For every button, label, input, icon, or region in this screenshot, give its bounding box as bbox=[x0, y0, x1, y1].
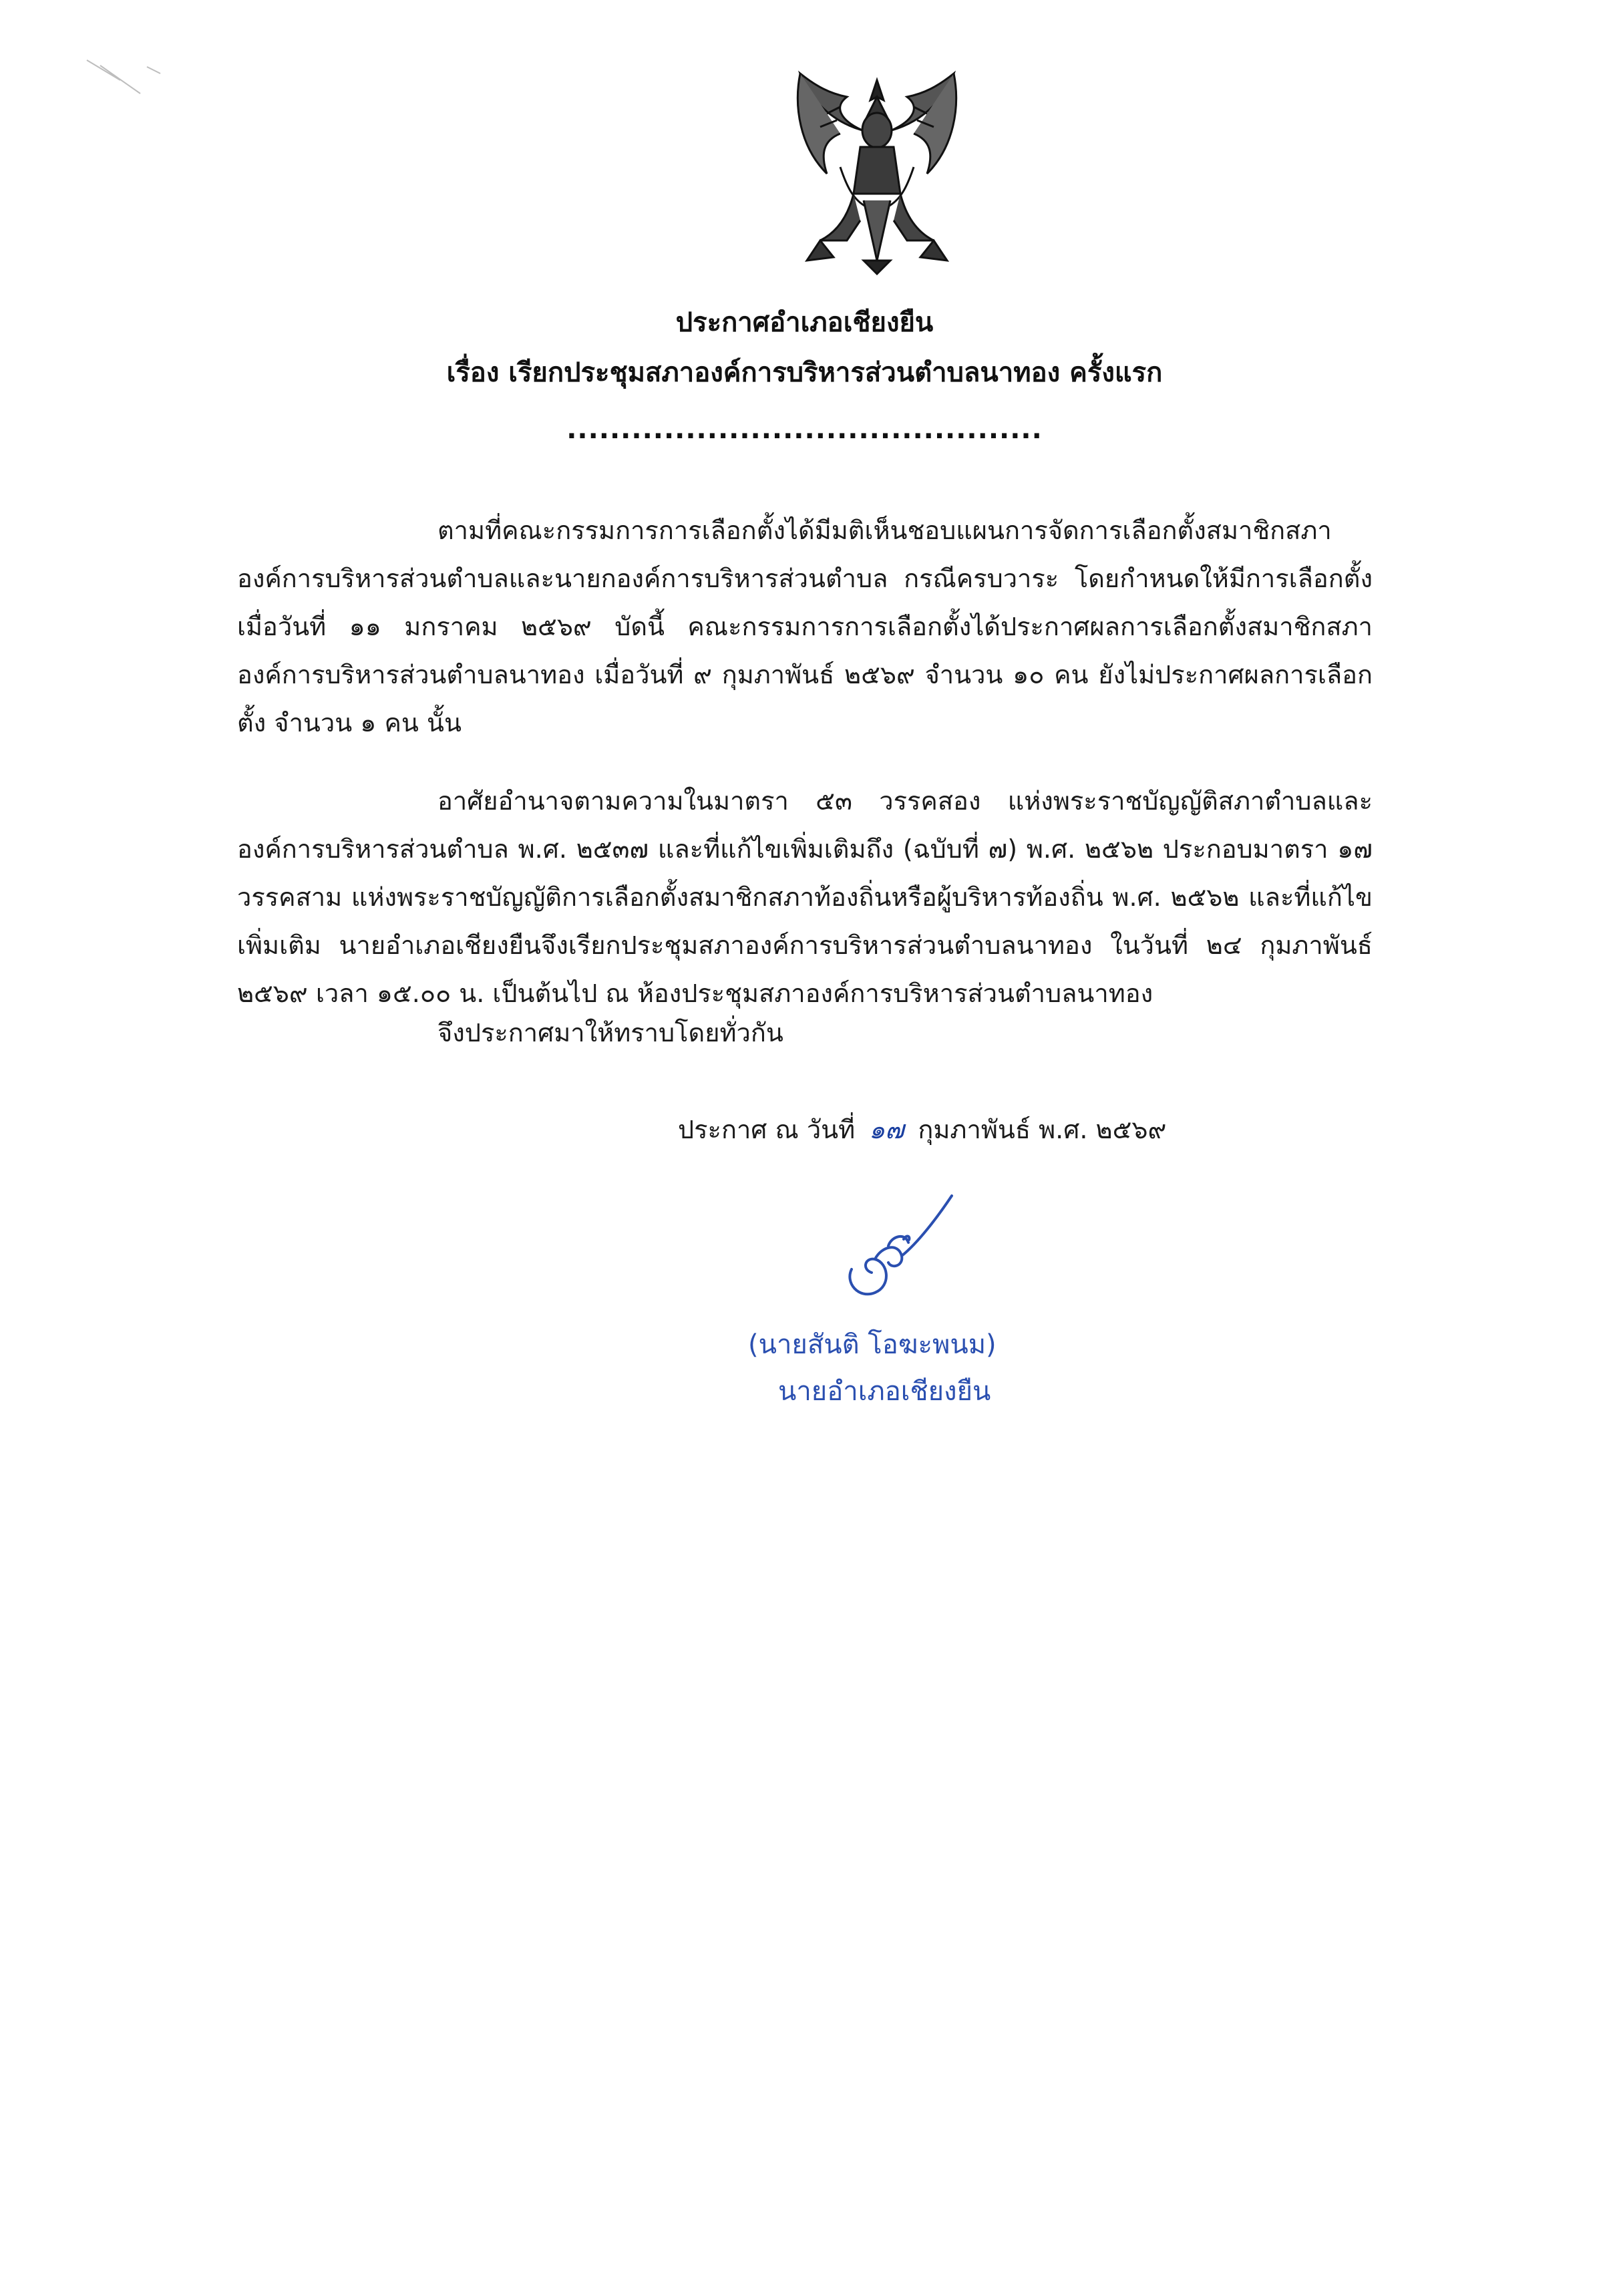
signer-name: (นายสันติ โอฆะพนม) bbox=[748, 1329, 997, 1360]
announcement-subject: เรื่อง เรียกประชุมสภาองค์การบริหารส่วนตำบลนาทอง ครั้งแรก bbox=[446, 357, 1163, 388]
announcement-heading: ประกาศอำเภอเชียงยืน bbox=[675, 307, 934, 338]
dateline-suffix: กุมภาพันธ์ พ.ศ. ๒๕๖๙ bbox=[918, 1115, 1167, 1144]
closing-statement: จึงประกาศมาให้ทราบโดยทั่วกัน bbox=[437, 1018, 783, 1047]
scan-artifact-icon bbox=[80, 53, 174, 134]
dotted-divider: ............................................ bbox=[566, 414, 1043, 445]
signer-title: นายอำเภอเชียงยืน bbox=[778, 1376, 991, 1407]
handwritten-signature bbox=[825, 1182, 958, 1316]
body-paragraph-2: อาศัยอำนาจตามความในมาตรา ๕๓ วรรคสอง แห่งพระราชบัญญัติสภาตำบลและองค์การบริหารส่วนตำบล พ.ศ. ๒๕๓๗ และที่แก้ไขเพิ่มเติมถึง (ฉบับที่ ๗) พ.ศ. ๒๕๖๒ ประกอบมาตรา ๑๗ วรรคสาม แห่งพระราชบัญญัติการเลือกตั้งสมาชิกสภาท้องถิ่นหรือผู้บริหารท้องถิ่น พ.ศ. ๒๕๖๒ และที่แก้ไขเพิ่มเติม นายอำเภอเชียงยืนจึงเรียกประชุมสภาองค์การบริหารส่วนตำบลนาทอง ในวันที่ ๒๔ กุมภาพันธ์ ๒๕๖๙ เวลา ๑๕.๐๐ น. เป็นต้นไป ณ ห้องประชุมสภาองค์การบริหารส่วนตำบลนาทอง bbox=[237, 786, 1373, 1008]
garuda-emblem-icon bbox=[780, 67, 974, 281]
dateline-prefix: ประกาศ ณ วันที่ bbox=[678, 1115, 856, 1144]
dateline bbox=[678, 1109, 1166, 1150]
body-paragraph-1: ตามที่คณะกรรมการการเลือกตั้งได้มีมติเห็นชอบแผนการจัดการเลือกตั้งสมาชิกสภาองค์การบริหารส่วนตำบลและนายกองค์การบริหารส่วนตำบล กรณีครบวาระ โดยกำหนดให้มีการเลือกตั้งเมื่อวันที่ ๑๑ มกราคม ๒๕๖๙ บัดนี้ คณะกรรมการการเลือกตั้งได้ประกาศผลการเลือกตั้งสมาชิกสภาองค์การบริหารส่วนตำบลนาทอง เมื่อวันที่ ๙ กุมภาพันธ์ ๒๕๖๙ จำนวน ๑๐ คน ยังไม่ประกาศผลการเลือกตั้ง จำนวน ๑ คน นั้น bbox=[237, 516, 1373, 737]
dateline-day: ๑๗ bbox=[868, 1115, 904, 1144]
